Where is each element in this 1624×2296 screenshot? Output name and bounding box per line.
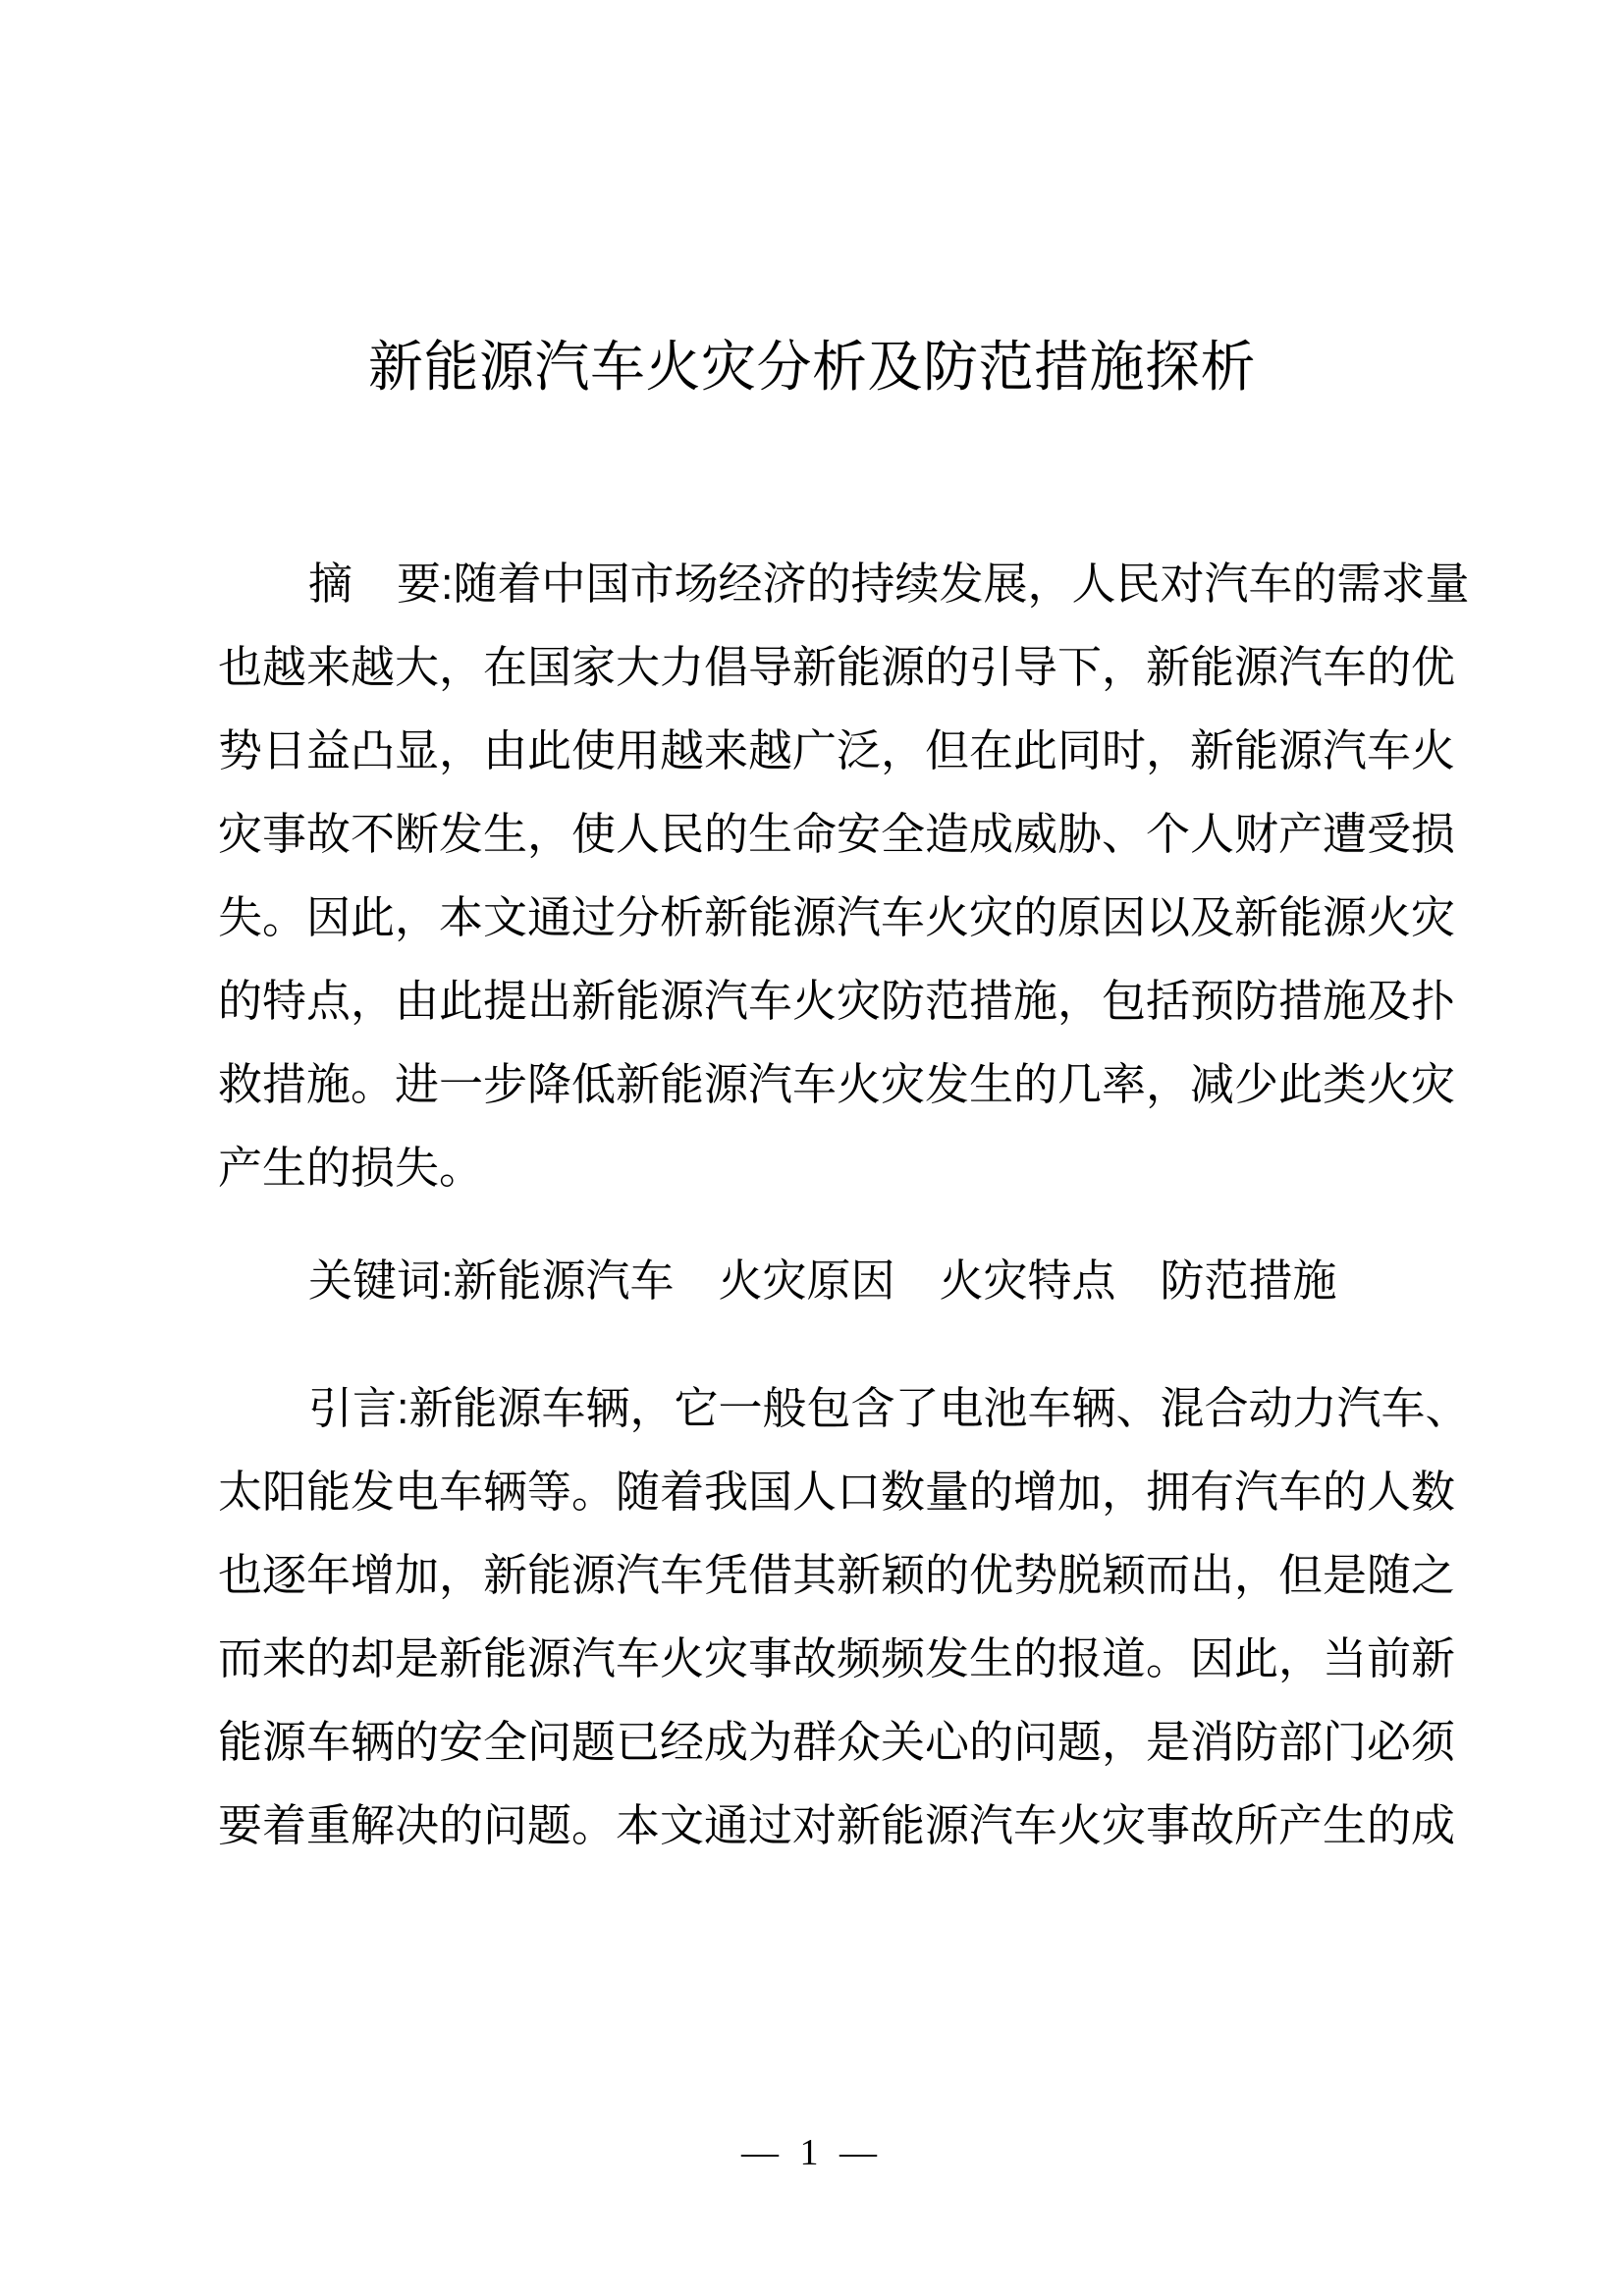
abstract-line-7: 救措施。进一步降低新能源汽车火灾发生的几率，减少此类火灾 xyxy=(218,1059,1456,1109)
abstract-line-5: 失。因此，本文通过分析新能源汽车火灾的原因以及新能源火灾 xyxy=(218,892,1456,942)
page-number-footer: — 1 — xyxy=(741,2132,883,2173)
page-title: 新能源汽车火灾分析及防范措施探析 xyxy=(368,335,1256,398)
intro-line-5: 能源车辆的安全问题已经成为群众关心的问题，是消防部门必须 xyxy=(218,1717,1456,1767)
intro-line-2: 太阳能发电车辆等。随着我国人口数量的增加，拥有汽车的人数 xyxy=(218,1467,1456,1517)
intro-line-1: 引言:新能源车辆，它一般包含了电池车辆、混合动力汽车、 xyxy=(308,1383,1470,1433)
abstract-line-1: 摘 要:随着中国市场经济的持续发展，人民对汽车的需求量 xyxy=(308,559,1470,609)
intro-line-6: 要着重解决的问题。本文通过对新能源汽车火灾事故所产生的成 xyxy=(218,1800,1456,1850)
abstract-line-3: 势日益凸显，由此使用越来越广泛，但在此同时，新能源汽车火 xyxy=(218,725,1456,775)
abstract-line-4: 灾事故不断发生，使人民的生命安全造成威胁、个人财产遭受损 xyxy=(218,809,1456,859)
intro-line-4: 而来的却是新能源汽车火灾事故频频发生的报道。因此，当前新 xyxy=(218,1633,1456,1683)
keywords-line: 关键词:新能源汽车 火灾原因 火灾特点 防范措施 xyxy=(308,1255,1337,1306)
abstract-line-8: 产生的损失。 xyxy=(218,1143,484,1193)
intro-line-3: 也逐年增加，新能源汽车凭借其新颖的优势脱颖而出，但是随之 xyxy=(218,1550,1456,1600)
abstract-line-2: 也越来越大，在国家大力倡导新能源的引导下，新能源汽车的优 xyxy=(218,642,1456,692)
abstract-line-6: 的特点，由此提出新能源汽车火灾防范措施，包括预防措施及扑 xyxy=(218,976,1456,1026)
abstract-paragraph xyxy=(218,542,1470,1209)
introduction-paragraph xyxy=(218,1366,1470,1867)
